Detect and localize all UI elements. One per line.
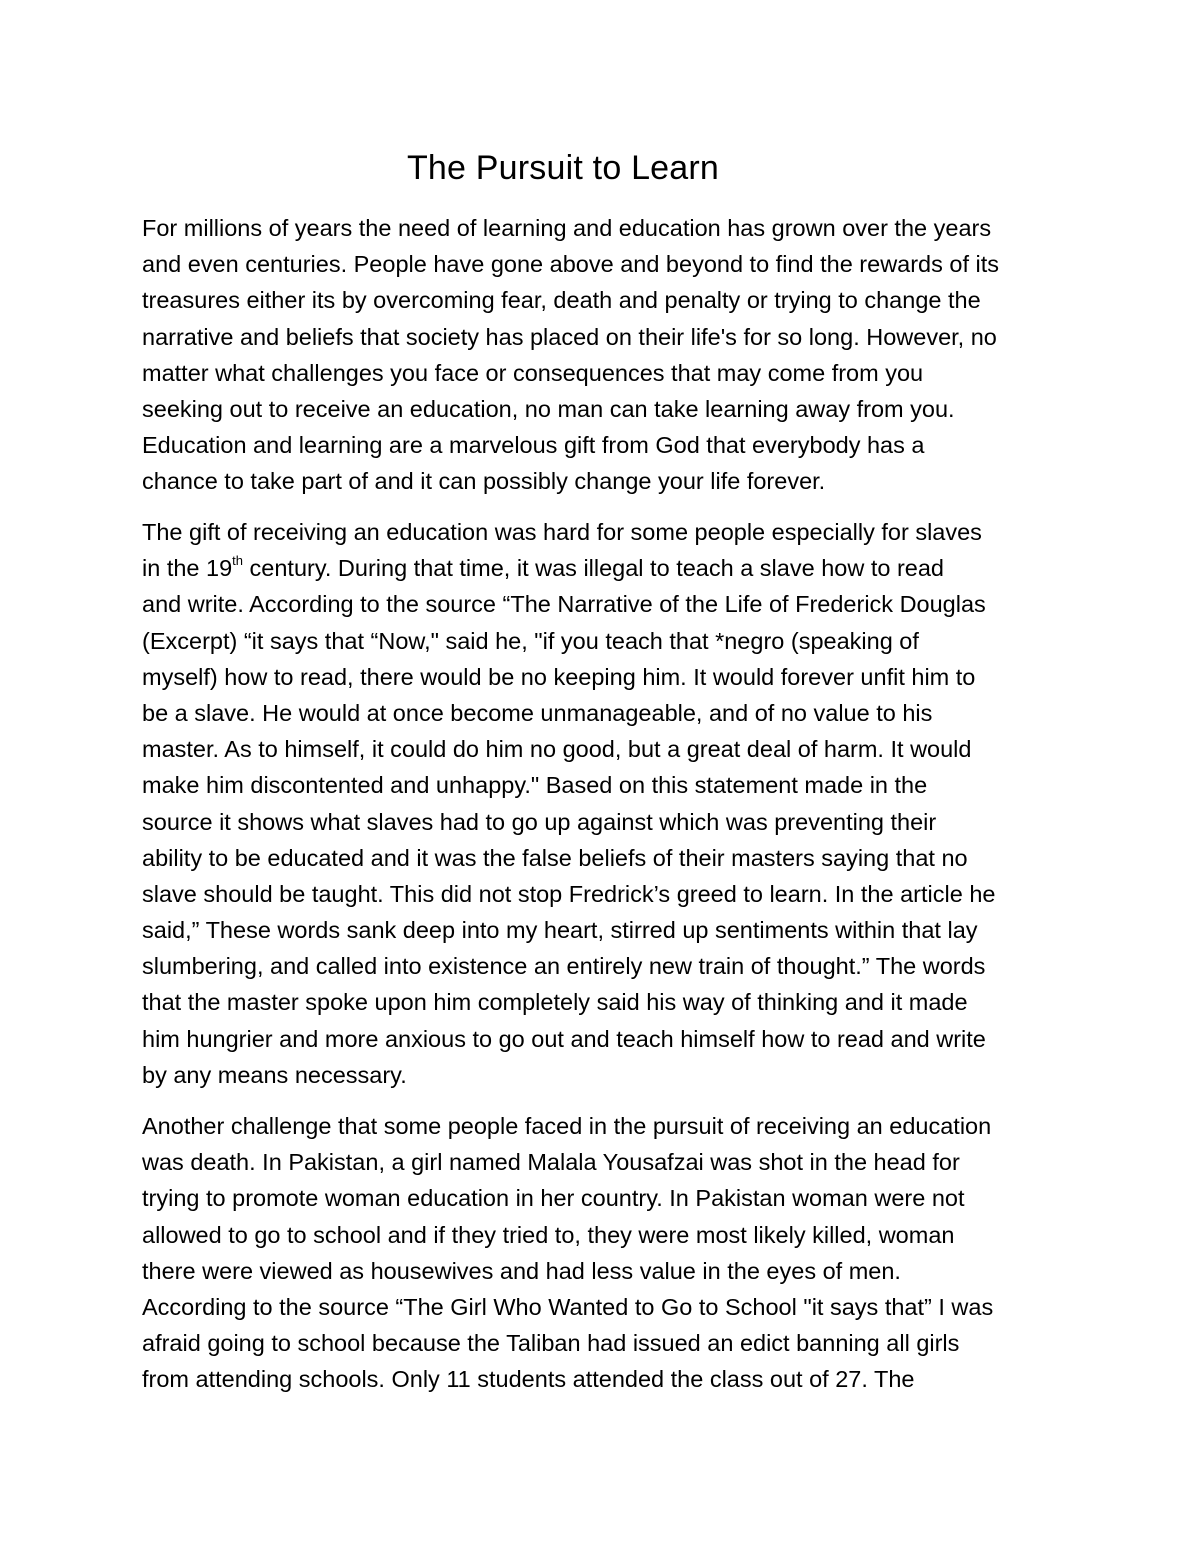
- paragraph-line: treasures either its by overcoming fear, death and penalty or trying to change the: [142, 287, 981, 314]
- paragraph-line: matter what challenges you face or consequences that may come from you: [142, 359, 924, 386]
- paragraph-line: source it shows what slaves had to go up against which was preventing their: [142, 808, 937, 835]
- paragraph-line: and write. According to the source “The Narrative of the Life of Frederick Douglas: [142, 591, 986, 618]
- paragraph-line: myself) how to read, there would be no keeping him. It would forever unfit him to: [142, 663, 976, 690]
- paragraph-line: be a slave. He would at once become unmanageable, and of no value to his: [142, 699, 933, 726]
- paragraph-line: slumbering, and called into existence an entirely new train of thought.” The words: [142, 953, 986, 980]
- paragraph-line: Another challenge that some people faced in the pursuit of receiving an education: [142, 1113, 992, 1139]
- line-text-after-superscript: century. During that time, it was illegal to teach a slave how to read: [243, 555, 944, 582]
- paragraph-line: said,” These words sank deep into my heart, stirred up sentiments within that lay: [142, 917, 978, 944]
- paragraph-line: master. As to himself, it could do him no good, but a great deal of harm. It would: [142, 736, 972, 763]
- paragraph-line: Education and learning are a marvelous gift from God that everybody has a: [142, 432, 925, 459]
- paragraph-3: [142, 1108, 1062, 1398]
- paragraph-line: For millions of years the need of learning and education has grown over the years: [142, 215, 992, 241]
- paragraph-line: by any means necessary.: [142, 1061, 407, 1088]
- paragraph-line: narrative and beliefs that society has placed on their life's for so long. However, no: [142, 323, 997, 350]
- paragraph-line: from attending schools. Only 11 students attended the class out of 27. The: [142, 1366, 915, 1393]
- paragraph-line: allowed to go to school and if they tried to, they were most likely killed, woman: [142, 1221, 955, 1248]
- paragraph-line: ability to be educated and it was the false beliefs of their masters saying that no: [142, 844, 968, 871]
- paragraph-line: trying to promote woman education in her country. In Pakistan woman were not: [142, 1185, 965, 1212]
- paragraph-line: seeking out to receive an education, no man can take learning away from you.: [142, 395, 955, 422]
- ordinal-superscript: th: [232, 553, 243, 569]
- paragraph-line: According to the source “The Girl Who Wanted to Go to School "it says that” I was: [142, 1293, 994, 1320]
- paragraph-line-with-superscript: [142, 550, 1062, 586]
- line-text-before-superscript: in the 19: [142, 555, 233, 582]
- paragraph-line: and even centuries. People have gone above and beyond to find the rewards of its: [142, 251, 1000, 278]
- paragraph-1: [142, 210, 1062, 500]
- paragraph-line: that the master spoke upon him completely said his way of thinking and it made: [142, 989, 968, 1016]
- paragraph-line: there were viewed as housewives and had less value in the eyes of men.: [142, 1257, 901, 1284]
- paragraph-line: chance to take part of and it can possibly change your life forever.: [142, 468, 826, 495]
- paragraph-line: him hungrier and more anxious to go out and teach himself how to read and write: [142, 1025, 986, 1052]
- document-title: The Pursuit to Learn: [406, 149, 720, 187]
- paragraph-line: was death. In Pakistan, a girl named Malala Yousafzai was shot in the head for: [142, 1149, 960, 1176]
- paragraph-line: (Excerpt) “it says that “Now," said he, "if you teach that *negro (speaking of: [142, 627, 919, 654]
- paragraph-line: make him discontented and unhappy." Based on this statement made in the: [142, 772, 928, 799]
- paragraph-line: The gift of receiving an education was hard for some people especially for slaves: [142, 519, 982, 545]
- paragraph-line: afraid going to school because the Taliban had issued an edict banning all girls: [142, 1330, 960, 1357]
- paragraph-line: slave should be taught. This did not stop Fredrick’s greed to learn. In the article he: [142, 880, 996, 907]
- paragraph-2: [142, 514, 1062, 1093]
